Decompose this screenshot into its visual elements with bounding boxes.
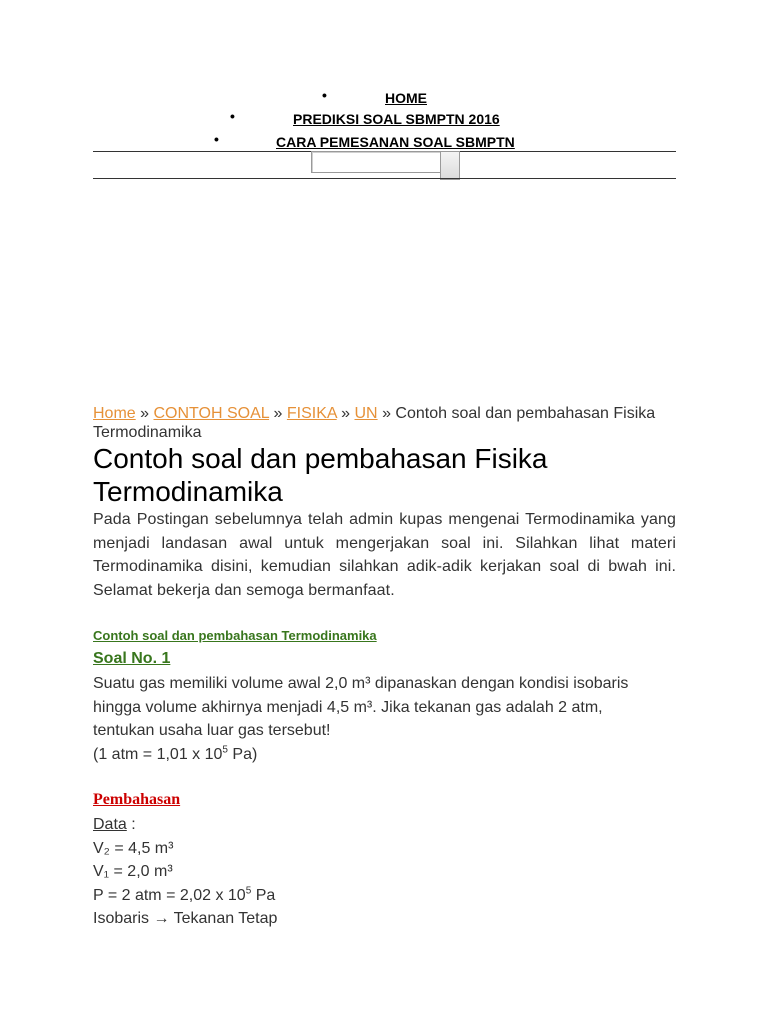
breadcrumb-link-un[interactable]: UN xyxy=(354,405,378,422)
breadcrumb-separator: » xyxy=(273,405,283,422)
v1-line: V₁ = 2,0 m³ xyxy=(93,863,173,880)
pressure-prefix: P = 2 atm = 2,02 x 10 xyxy=(93,886,246,904)
bullet-icon: • xyxy=(322,87,327,103)
breadcrumb-link-home[interactable]: Home xyxy=(93,405,136,422)
problem-note-suffix: Pa) xyxy=(227,745,258,763)
search-input[interactable] xyxy=(311,151,441,173)
section-heading: Contoh soal dan pembahasan Termodinamika xyxy=(93,628,377,643)
solution-data xyxy=(93,813,676,931)
problem-note-prefix: (1 atm = 1,01 x 10 xyxy=(93,745,223,763)
pressure-line xyxy=(93,884,676,908)
breadcrumb-separator: » xyxy=(140,405,150,422)
breadcrumb-link-contoh-soal[interactable]: CONTOH SOAL xyxy=(153,405,270,422)
problem-line: tentukan usaha luar gas tersebut! xyxy=(93,722,331,739)
post-intro: Pada Postingan sebelumnya telah admin kupas mengenai Termodinamika yang menjadi landasan awal untuk mengerjakan soal ini. Silahkan lihat materi Termodinamika disini, kemudian silahkan adik-adik kerjakan soal di bwah ini. Selamat bekerja dan semoga bermanfaat. xyxy=(93,511,676,599)
v2-line: V₂ = 4,5 m³ xyxy=(93,839,174,857)
problem-heading: Soal No. 1 xyxy=(93,650,171,667)
breadcrumb-separator: » xyxy=(382,405,391,422)
solution-heading: Pembahasan xyxy=(93,791,181,808)
breadcrumb-separator: » xyxy=(341,405,351,422)
problem-note-exponent: 5 xyxy=(222,744,228,756)
page-title: Contoh soal dan pembahasan Fisika Termodinamika xyxy=(93,443,548,507)
nav-divider-bottom xyxy=(93,178,676,179)
problem-note xyxy=(93,743,676,767)
isobaris-line: Isobaris → Tekanan Tetap xyxy=(93,910,278,927)
bullet-icon: • xyxy=(230,108,235,124)
search-button[interactable] xyxy=(440,151,460,180)
pressure-exponent: 5 xyxy=(245,885,252,897)
breadcrumb xyxy=(93,404,676,442)
data-colon: : xyxy=(126,816,136,833)
breadcrumb-link-fisika[interactable]: FISIKA xyxy=(286,405,337,422)
problem-line: hingga volume akhirnya menjadi 4,5 m³. Jika tekanan gas adalah 2 atm, xyxy=(93,698,603,716)
nav-link-prediksi[interactable]: PREDIKSI SOAL SBMPTN 2016 xyxy=(293,111,500,127)
nav-link-home[interactable]: HOME xyxy=(385,90,427,106)
data-label: Data xyxy=(93,816,127,833)
breadcrumb-current: Contoh soal dan pembahasan Fisika Termodinamika xyxy=(93,405,656,441)
data-line xyxy=(93,813,676,837)
nav-link-cara-pemesanan[interactable]: CARA PEMESANAN SOAL SBMPTN xyxy=(276,134,515,150)
problem-text xyxy=(93,672,676,766)
bullet-icon: • xyxy=(214,131,219,147)
problem-line: Suatu gas memiliki volume awal 2,0 m³ dipanaskan dengan kondisi isobaris xyxy=(93,675,629,692)
pressure-suffix: Pa xyxy=(251,886,276,904)
